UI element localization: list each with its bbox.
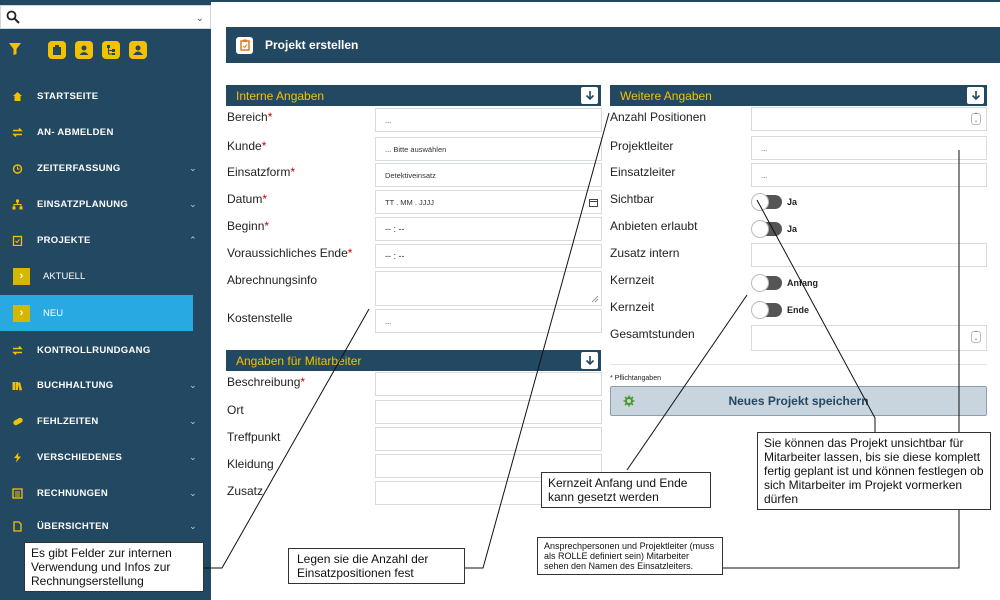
section-title: Weitere Angaben <box>620 88 712 103</box>
anbieten-label: Anbieten erlaubt <box>610 219 698 233</box>
beginn-label: Beginn* <box>227 219 270 233</box>
save-button-label: Neues Projekt speichern <box>728 394 869 408</box>
sichtbar-label: Sichtbar <box>610 192 655 206</box>
section-title: Interne Angaben <box>236 88 325 103</box>
einsatzleiter-label: Einsatzleiter <box>610 165 676 179</box>
beginn-time-input[interactable]: -- : -- <box>375 217 602 241</box>
sidebar-item-label: AKTUELL <box>43 270 86 282</box>
kernzeit-ende-label: Kernzeit <box>610 300 655 314</box>
spinner-icon[interactable]: ⌃ ⌄ <box>971 113 981 125</box>
kostenstelle-label: Kostenstelle <box>227 311 293 325</box>
chevron-right-icon: › <box>13 305 30 322</box>
anzahl-label: Anzahl Positionen <box>610 110 707 124</box>
page-title: Projekt erstellen <box>265 38 359 52</box>
sidebar-item-label: STARTSEITE <box>37 90 99 102</box>
pflicht-hint: * Pflichtangaben <box>610 375 661 382</box>
kernzeit-ende-toggle-label: Ende <box>787 305 810 315</box>
sidebar-item-label: PROJEKTE <box>37 234 91 246</box>
sidebar-item-label: EINSATZPLANUNG <box>37 198 129 210</box>
note-ansprechpersonen: Ansprechpersonen und Projektleiter (muss als ROLLE definiert sein) Mitarbeiter sehen den Namen des Einsatzleiters. <box>537 537 723 575</box>
sidebar-item-label: RECHNUNGEN <box>37 487 109 499</box>
sidebar-item-label: BUCHHALTUNG <box>37 379 114 391</box>
sichtbar-toggle-label: Ja <box>787 197 798 207</box>
ort-label: Ort <box>227 403 244 417</box>
sidebar-item-label: FEHLZEITEN <box>37 415 99 427</box>
kunde-select[interactable]: ... Bitte auswählen <box>375 137 602 161</box>
chevron-down-icon: ⌄ <box>189 451 197 462</box>
zusatz-label: Zusatz <box>227 484 264 498</box>
note-intern: Es gibt Felder zur internen Verwendung und Infos zur Rechnungserstellung <box>24 542 204 592</box>
chevron-up-icon: ⌃ <box>189 234 197 245</box>
bereich-select[interactable]: ... <box>375 108 602 132</box>
chevron-down-icon: ⌄ <box>189 198 197 209</box>
einsatzform-label: Einsatzform* <box>227 165 296 179</box>
section-title: Angaben für Mitarbeiter <box>236 353 362 368</box>
chevron-down-icon: ⌄ <box>195 13 204 24</box>
note-anzahl: Legen sie die Anzahl der Einsatzpositionen fest <box>288 548 465 584</box>
chevron-down-icon: ⌄ <box>189 520 197 531</box>
datum-label: Datum* <box>227 192 268 206</box>
sidebar-item-label: AN- ABMELDEN <box>37 126 114 138</box>
gesamtstunden-label: Gesamtstunden <box>610 327 695 341</box>
ende-label: Voraussichliches Ende* <box>227 246 353 260</box>
sidebar-item-label: NEU <box>43 307 64 319</box>
einsatzleiter-select[interactable]: ... <box>751 163 987 187</box>
note-sichtbar: Sie können das Projekt unsichtbar für Mitarbeiter lassen, bis sie diese komplett fertig geplant ist und können festlegen ob sich Mitarbeiter im Projekt vormerken dürfen <box>757 432 991 510</box>
note-kernzeit: Kernzeit Anfang und Ende kann gesetzt werden <box>541 472 711 508</box>
sidebar-item-label: KONTROLLRUNDGANG <box>37 344 151 356</box>
bereich-label: Bereich* <box>227 110 273 124</box>
kernzeit-anfang-toggle-label: Anfang <box>787 278 818 288</box>
anbieten-toggle-label: Ja <box>787 224 798 234</box>
kernzeit-anfang-label: Kernzeit <box>610 273 655 287</box>
sidebar-item-label: ZEITERFASSUNG <box>37 162 121 174</box>
zusatz-intern-label: Zusatz intern <box>610 246 680 260</box>
chevron-down-icon: ⌄ <box>189 487 197 498</box>
chevron-right-icon: › <box>13 268 30 285</box>
einsatzform-select[interactable]: Detektiveinsatz <box>375 163 602 187</box>
kunde-label: Kunde* <box>227 139 267 153</box>
treffpunkt-label: Treffpunkt <box>227 430 281 444</box>
chevron-down-icon: ⌄ <box>189 415 197 426</box>
kostenstelle-select[interactable]: ... <box>375 309 602 333</box>
projektleiter-select[interactable]: ... <box>751 136 987 160</box>
projektleiter-label: Projektleiter <box>610 139 674 153</box>
beschreibung-label: Beschreibung* <box>227 375 306 389</box>
chevron-down-icon: ⌄ <box>189 162 197 173</box>
ende-time-input[interactable]: -- : -- <box>375 244 602 268</box>
sidebar-item-label: ÜBERSICHTEN <box>37 520 109 532</box>
spinner-icon[interactable]: ⌃ ⌄ <box>971 331 981 343</box>
sidebar-item-label: VERSCHIEDENES <box>37 451 123 463</box>
chevron-down-icon: ⌄ <box>189 379 197 390</box>
datum-input[interactable]: TT . MM . JJJJ <box>375 190 602 214</box>
kleidung-label: Kleidung <box>227 457 274 471</box>
abrechnung-label: Abrechnungsinfo <box>227 273 318 287</box>
